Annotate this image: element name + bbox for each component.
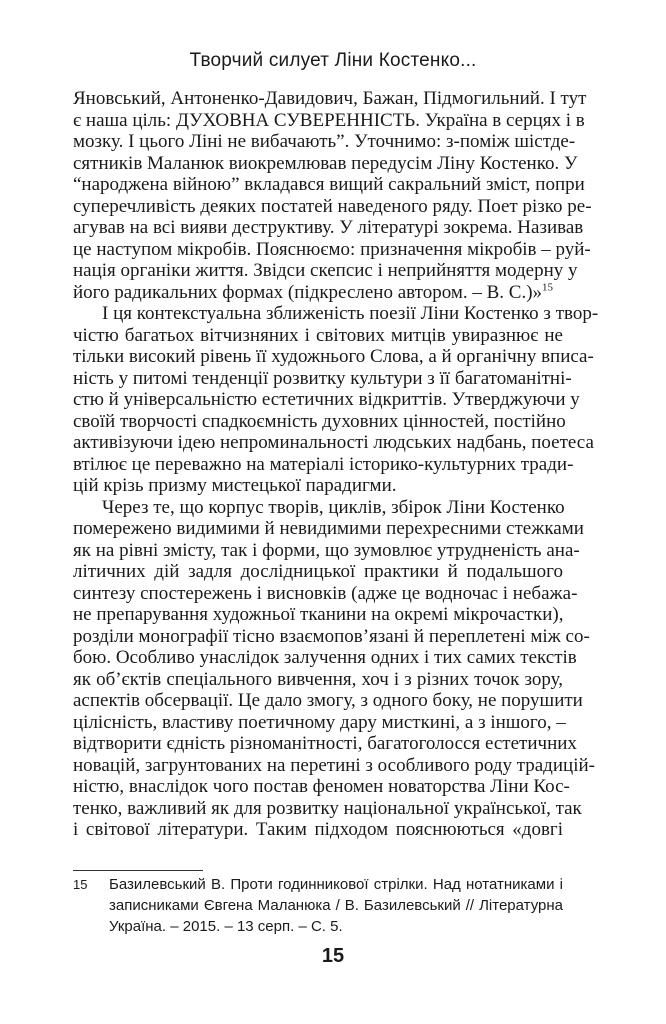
text-line: мозку. І цього Ліні не вибачають”. Уточнимо: з-поміж шістде- — [73, 131, 576, 152]
footnote-line: Україна. – 2015. – 13 серп. – С. 5. — [109, 918, 343, 935]
footnote-line: Базилевський В. Проти годинникової стрілки. Над нотатниками і — [109, 876, 563, 893]
text-line: бою. Особливо унаслідок залучення одних і тих самих текстів — [73, 647, 577, 668]
text-line: розділи монографії тісно взаємопов’язані й переплетені між со- — [73, 625, 590, 647]
text-line: Яновський, Антоненко-Давидович, Бажан, Підмогильний. І тут — [73, 88, 587, 109]
text-line: тільки високий рівень її художнього Слова, а й органічну вписа- — [73, 346, 594, 367]
paragraph — [73, 88, 592, 303]
text-line: як на рівні змісту, так і форми, що зумовлює утрудненість ана- — [73, 539, 580, 561]
text-line: помережено видимими й невидимими перехресними стежками — [73, 518, 584, 539]
text-line: і світової літератури. Таким підходом пояснюються «довгі — [73, 819, 563, 840]
text-line: сятників Маланюк виокремлював передусім Ліну Костенко. У — [73, 152, 578, 174]
text-line: агував на всі вияви деструктиву. У літературі зокрема. Називав — [73, 217, 584, 238]
text-line: це наступом мікробів. Пояснюємо: призначення мікробів – руй- — [73, 238, 591, 260]
text-line: як об’єктів спеціального вивчення, хоч і з різних точок зору, — [73, 668, 563, 690]
footnote-reference[interactable]: 15 — [542, 281, 554, 294]
text-line-content: його радикальних формах (підкреслено автором. – В. С.)» — [73, 281, 543, 303]
text-line: нація органіки життя. Звідси скепсис і неприйняття модерну у — [73, 260, 578, 281]
text-line: Через те, що корпус творів, циклів, збірок Ліни Костенко — [102, 496, 565, 518]
footnote-number: 15 — [73, 877, 88, 892]
text-line: літичних дій задля дослідницької практики й подальшого — [73, 561, 563, 582]
text-line: ність у питомі тенденції розвитку культури з її багатоманітні- — [73, 367, 572, 389]
text-line: “народжена війною” вкладався вищий сакральний зміст, попри — [73, 174, 585, 195]
paragraph — [73, 496, 595, 841]
page-number: 15 — [321, 945, 345, 967]
text-line: своїй творчості спадкоємність духовних цінностей, постійно — [73, 410, 566, 432]
text-line: суперечливість деяких постатей наведеного ряду. Поет різко ре- — [73, 195, 592, 217]
footnote — [73, 874, 563, 937]
paragraph — [73, 303, 599, 497]
text-line: втілює це переважно на матеріалі історико-культурних тради- — [73, 453, 574, 475]
footnote-line: записниками Євгена Маланюка / В. Базилевський // Літературна — [109, 897, 563, 914]
text-line — [73, 282, 563, 304]
main-text — [73, 88, 599, 841]
text-line: не препарування художньої тканини на окремі мікрочастки), — [73, 604, 564, 625]
text-line: активізуючи ідею непроминальності людських надбань, поетеса — [73, 432, 594, 453]
text-line: цій крізь призму мистецької парадигми. — [73, 475, 397, 496]
text-line: аспектів обсервації. Це дало змогу, з одного боку, не порушити — [73, 690, 583, 711]
text-line: І ця контекстуальна зближеність поезії Ліни Костенко з твор- — [102, 303, 599, 324]
text-line: цілісність, властиву поетичному дару мисткині, а з іншого, – — [73, 711, 566, 733]
text-line: є наша ціль: ДУХОВНА СУВЕРЕННІСТЬ. Україна в серцях і в — [73, 109, 585, 131]
text-line: тенко, важливий як для розвитку національної української, так — [73, 797, 582, 819]
footnote-divider — [73, 870, 203, 871]
text-line: чістю багатьох вітчизняних і світових митців увиразнює не — [73, 324, 563, 346]
footnote-text — [109, 874, 563, 937]
text-line: відтворити єдність різноманітності, багатоголосся естетичних — [73, 733, 577, 754]
running-header: Творчий силует Ліни Костенко... — [189, 50, 477, 71]
text-line: новацій, загрунтованих на перетині з особливого роду традицій- — [73, 754, 595, 776]
text-line: ністю, внаслідок чого постав феномен новаторства Ліни Кос- — [73, 776, 570, 797]
text-line: синтезу спостережень і висновків (адже це водночас і небажа- — [73, 582, 578, 604]
text-line: стю й універсальністю естетичних відкриттів. Утверджуючи у — [73, 389, 580, 410]
